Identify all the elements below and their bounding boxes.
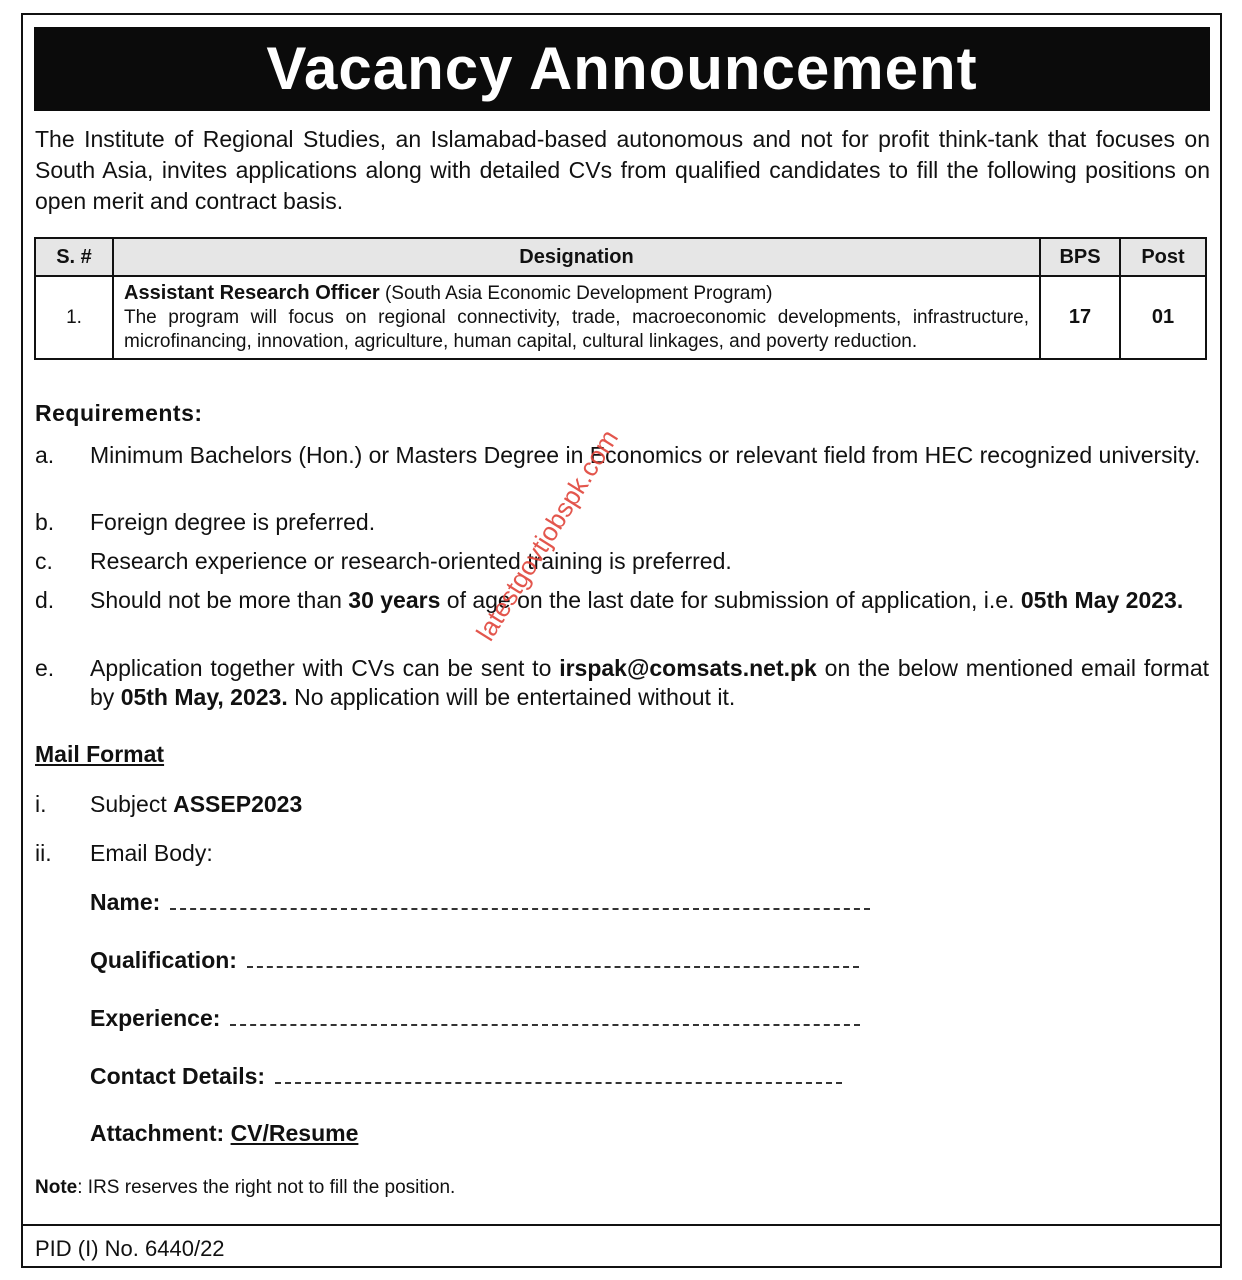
mail-item-marker: i. [35,791,47,817]
requirement-text-part: of age on the last date for submission of application, i.e. [446,587,1015,613]
requirement-text: Minimum Bachelors (Hon.) or Masters Degree in Economics or relevant field from HEC recognized university. [90,442,1201,468]
field-experience-label: Experience: [90,1005,221,1031]
age-limit: 30 years [348,587,441,613]
deadline-date: 05th May, 2023. [120,684,288,710]
header-sn: S. # [35,238,113,276]
field-contact-label: Contact Details: [90,1063,266,1089]
watermark: latestgovtjobspk.com [470,424,625,646]
requirement-text-part: on the below mentioned email format by [90,655,1210,710]
requirement-text-part: Application together with CVs can be sent to [90,655,552,681]
header-post: Post [1120,238,1206,276]
position-description: The program will focus on regional connectivity, trade, macroeconomic developments, infrastructure, microfinancing, innovation, agriculture, human capital, cultural linkages, and poverty reduction. [124,307,1029,352]
header-designation: Designation [113,238,1040,276]
attachment-value: CV/Resume [230,1120,359,1146]
requirement-b [35,508,1209,537]
page-title: Vacancy Announcement [34,27,1210,111]
header-bps: BPS [1040,238,1120,276]
attachment-label: Attachment: [90,1120,225,1146]
requirement-text [90,586,1209,615]
mail-format-heading: Mail Format [35,741,165,767]
field-contact-blank [275,1062,842,1084]
field-attachment [90,1120,358,1147]
requirement-text: Foreign degree is preferred. [90,509,376,535]
requirement-e [35,654,1209,712]
positions-table [34,237,1207,360]
table-row [35,276,1206,359]
requirements-heading: Requirements: [35,400,203,426]
requirement-a [35,441,1209,470]
requirement-marker: c. [35,548,53,574]
field-qualification-label: Qualification: [90,947,237,973]
mail-subject [35,791,302,818]
requirement-marker: b. [35,509,55,535]
field-contact [90,1062,842,1090]
field-experience-blank [230,1004,860,1026]
mail-item-marker: ii. [35,840,52,866]
requirement-c [35,547,1209,576]
mail-body [35,840,213,867]
requirement-text-part: Should not be more than [90,587,342,613]
position-title: Assistant Research Officer [124,282,380,304]
row-bps: 17 [1040,276,1120,359]
field-name [90,888,870,916]
requirement-d [35,586,1209,615]
requirement-text [90,654,1209,712]
mail-body-label: Email Body: [90,840,213,866]
mail-subject-value: ASSEP2023 [173,791,303,817]
footer-divider [21,1224,1222,1226]
field-qualification-blank [247,946,859,968]
row-post: 01 [1120,276,1206,359]
requirement-marker: e. [35,655,55,681]
row-designation [113,276,1040,359]
requirement-marker: a. [35,442,55,468]
requirement-marker: d. [35,587,55,613]
row-sn: 1. [35,276,113,359]
pid-number: PID (I) No. 6440/22 [35,1236,225,1261]
note-label: Note [35,1177,78,1198]
requirement-text: Research experience or research-oriented training is preferred. [90,548,732,574]
note [35,1177,455,1199]
field-name-blank [170,888,870,910]
mail-subject-text [90,791,302,817]
note-text: : IRS reserves the right not to fill the position. [77,1177,456,1198]
intro-paragraph: The Institute of Regional Studies, an Islamabad-based autonomous and not for profit think-tank that focuses on South Asia, invites applications along with detailed CVs from qualified candidates to fill the following positions on open merit and contract basis. [35,126,1210,214]
field-name-label: Name: [90,889,161,915]
mail-subject-label: Subject [90,791,167,817]
table-header-row [35,238,1206,276]
email-link[interactable]: irspak@comsats.net.pk [559,655,817,681]
field-experience [90,1004,860,1032]
position-program: (South Asia Economic Development Program) [384,283,773,304]
field-qualification [90,946,859,974]
requirement-text-part: No application will be entertained without it. [294,684,736,710]
deadline-date: 05th May 2023. [1020,587,1184,613]
